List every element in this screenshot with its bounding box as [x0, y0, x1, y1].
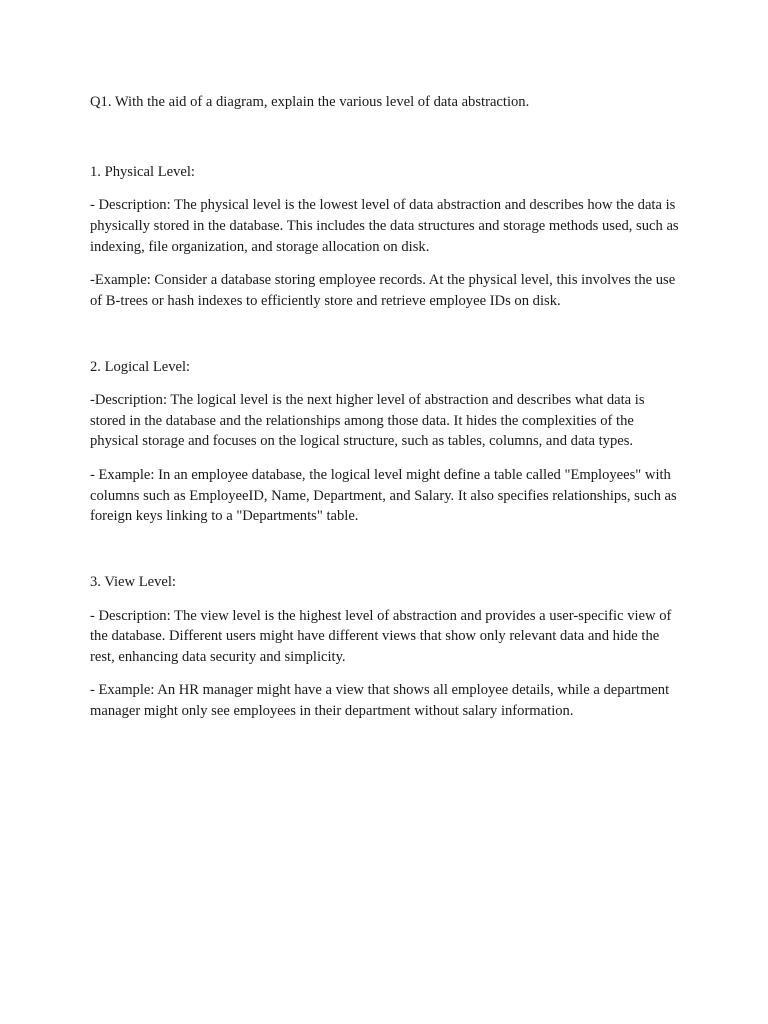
section-example: - Example: An HR manager might have a view that shows all employee details, while a department manager might only see employees in their department without salary information. [90, 682, 670, 720]
section-example: - Example: In an employee database, the logical level might define a table called "Employees" with columns such as EmployeeID, Name, Department, and Salary. It also specifies relationships, such as foreign keys linking to a "Departments" table. [90, 466, 677, 525]
section-example: -Example: Consider a database storing employee records. At the physical level, this involves the use of B-trees or hash indexes to efficiently store and retrieve employee IDs on disk. [90, 272, 676, 309]
section-description: - Description: The physical level is the lowest level of data abstraction and describes how the data is physically stored in the database. This includes the data structures and storage methods used, such as indexing, file organization, and storage allocation on disk. [90, 197, 679, 255]
section-description: -Description: The logical level is the next higher level of abstraction and describes what data is stored in the database and the relationships among those data. It hides the complexities of the physical storage and focuses on the logical structure, such as tables, columns, and data types. [90, 392, 645, 450]
section-description: - Description: The view level is the highest level of abstraction and provides a user-specific view of the database. Different users might have different views that show only relevant data and hide the rest, enhancing data security and simplicity. [90, 607, 672, 665]
section-heading: 1. Physical Level: [90, 163, 195, 180]
section-physical-level [90, 162, 680, 312]
section-view-level [90, 572, 680, 722]
section-logical-level [90, 357, 680, 528]
section-heading: 2. Logical Level: [90, 358, 191, 375]
document-page [90, 92, 680, 735]
question-text: Q1. With the aid of a diagram, explain the various level of data abstraction. [90, 94, 530, 110]
section-heading: 3. View Level: [90, 574, 176, 591]
